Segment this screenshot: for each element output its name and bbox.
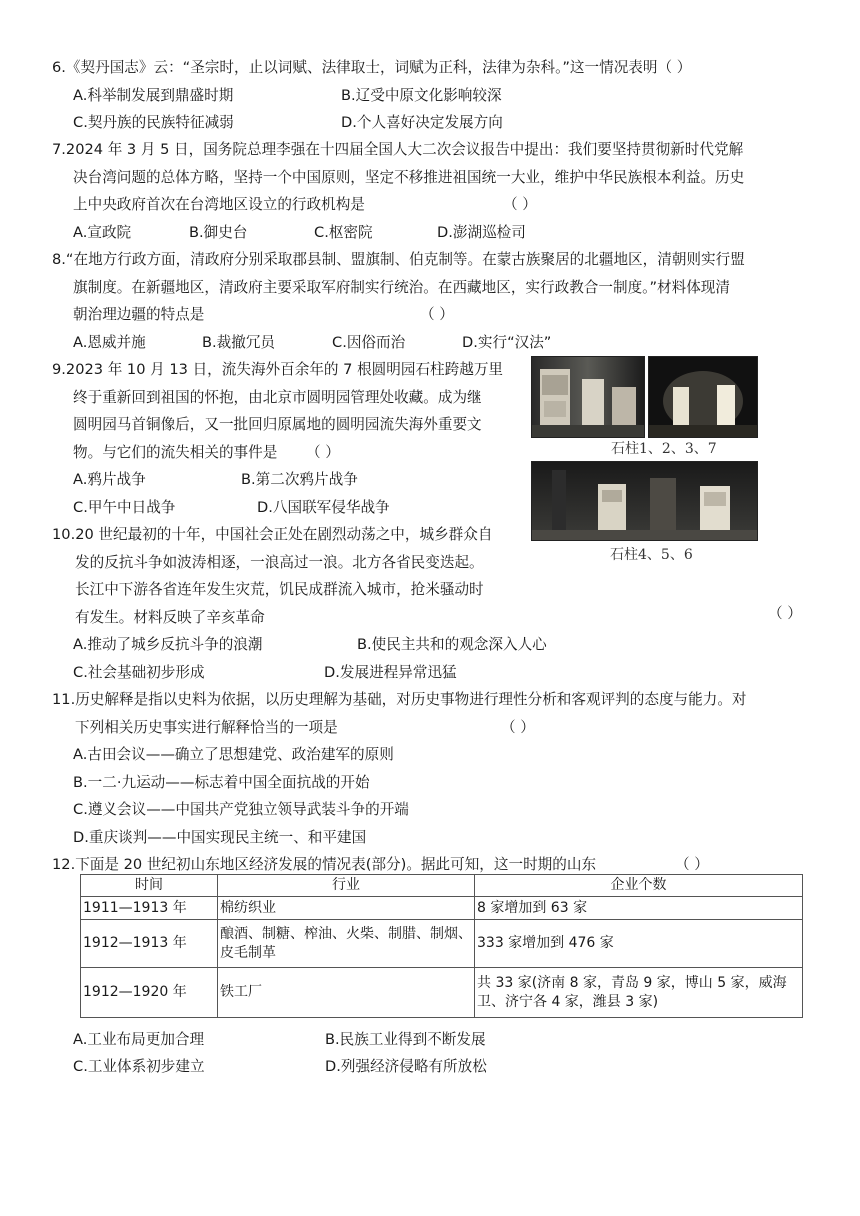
q7-stem-line-3: 上中央政府首次在台湾地区设立的行政机构是 <box>73 196 365 213</box>
q12-option-b: B.民族工业得到不断发展 <box>325 1031 486 1048</box>
q10-option-d: D.发展进程异常迅猛 <box>324 664 457 681</box>
q9-stem-line-4: 物。与它们的流失相关的事件是 <box>73 444 278 461</box>
stone-pillar-photo-3 <box>531 461 758 541</box>
q9-stem-line-3: 圆明园马首铜像后，又一批回归原属地的圆明园流失海外重要文 <box>73 416 482 433</box>
q6-option-d: D.个人喜好决定发展方向 <box>341 114 503 131</box>
q8-option-d: D.实行“汉法” <box>462 334 552 351</box>
q7-option-d: D.澎湖巡检司 <box>437 224 526 241</box>
q10-stem-line-2: 发的反抗斗争如波涛相逐，一浪高过一浪。北方各省民变迭起。 <box>75 554 484 571</box>
q12-option-a: A.工业布局更加合理 <box>73 1031 205 1048</box>
q11-answer-bracket: （ ） <box>501 719 535 736</box>
q12-stem: 12.下面是 20 世纪初山东地区经济发展的情况表(部分)。据此可知，这一时期的山东 <box>52 856 597 873</box>
q7-stem-line-2: 决台湾问题的总体方略，坚持一个中国原则，坚定不移推进祖国统一大业，维护中华民族根本利益。历史 <box>73 169 745 186</box>
q8-answer-bracket: （ ） <box>420 306 454 323</box>
q6-stem: 6.《契丹国志》云：“圣宗时，止以词赋、法律取士，词赋为正科，法律为杂科。”这一情况表明（ ） <box>52 59 692 76</box>
q6-option-c: C.契丹族的民族特征减弱 <box>73 114 234 131</box>
photo-caption-top: 石柱1、2、3、7 <box>611 441 717 457</box>
q10-option-b: B.使民主共和的观念深入人心 <box>357 636 547 653</box>
table-header-row <box>81 875 803 897</box>
q11-option-c: C.遵义会议——中国共产党独立领导武装斗争的开端 <box>73 801 409 818</box>
photo-caption-bottom: 石柱4、5、6 <box>610 547 693 563</box>
q10-stem-line-4: 有发生。材料反映了辛亥革命 <box>75 609 265 626</box>
q11-option-b: B.一二·九运动——标志着中国全面抗战的开始 <box>73 774 370 791</box>
q12-option-d: D.列强经济侵略有所放松 <box>325 1058 487 1075</box>
table-header-cell: 行业 <box>218 875 475 897</box>
q11-stem-line-2: 下列相关历史事实进行解释恰当的一项是 <box>75 719 338 736</box>
table-cell: 8 家增加到 63 家 <box>475 897 803 920</box>
q7-option-c: C.枢密院 <box>314 224 373 241</box>
table-row <box>81 897 803 920</box>
q11-stem-line-1: 11.历史解释是指以史料为依据，以历史理解为基础，对历史事物进行理性分析和客观评判的态度与能力。对 <box>52 691 747 708</box>
q7-stem-line-1: 7.2024 年 3 月 5 日，国务院总理李强在十四届全国人大二次会议报告中提出：我们要坚持贯彻新时代党解 <box>52 141 744 158</box>
q9-stem-line-1: 9.2023 年 10 月 13 日，流失海外百余年的 7 根圆明园石柱跨越万里 <box>52 361 504 378</box>
q9-option-a: A.鸦片战争 <box>73 471 146 488</box>
table-header-cell: 时间 <box>81 875 218 897</box>
q10-answer-bracket: （ ） <box>768 605 802 622</box>
q8-stem-line-3: 朝治理边疆的特点是 <box>73 306 205 323</box>
q9-option-d: D.八国联军侵华战争 <box>257 499 390 516</box>
stone-pillar-photo-1 <box>531 356 645 438</box>
table-row <box>81 968 803 1018</box>
q8-option-c: C.因俗而治 <box>332 334 406 351</box>
q6-option-a: A.科举制发展到鼎盛时期 <box>73 87 234 104</box>
table-header-cell: 企业个数 <box>475 875 803 897</box>
table-cell: 333 家增加到 476 家 <box>475 920 803 968</box>
table-cell: 1912—1913 年 <box>81 920 218 968</box>
q6-option-b: B.辽受中原文化影响较深 <box>341 87 502 104</box>
q12-option-c: C.工业体系初步建立 <box>73 1058 205 1075</box>
q11-option-a: A.古田会议——确立了思想建党、政治建军的原则 <box>73 746 394 763</box>
q9-answer-bracket: （ ） <box>306 444 340 461</box>
q10-option-c: C.社会基础初步形成 <box>73 664 205 681</box>
table-cell: 1911—1913 年 <box>81 897 218 920</box>
table-cell: 1912—1920 年 <box>81 968 218 1018</box>
q8-stem-line-2: 旗制度。在新疆地区，清政府主要采取军府制实行统治。在西藏地区，实行政教合一制度。”材料体现清 <box>73 279 730 296</box>
q8-stem-line-1: 8.“在地方行政方面，清政府分别采取郡县制、盟旗制、伯克制等。在蒙古族聚居的北疆地区，清朝则实行盟 <box>52 251 745 268</box>
table-cell: 铁工厂 <box>218 968 475 1018</box>
q10-stem-line-3: 长江中下游各省连年发生灾荒，饥民成群流入城市，抢米骚动时 <box>75 581 484 598</box>
q10-stem-line-1: 10.20 世纪最初的十年，中国社会正处在剧烈动荡之中，城乡群众自 <box>52 526 493 543</box>
q12-answer-bracket: （ ） <box>675 856 709 873</box>
q9-option-c: C.甲午中日战争 <box>73 499 176 516</box>
q7-answer-bracket: （ ） <box>503 196 537 213</box>
table-cell: 共 33 家(济南 8 家，青岛 9 家，博山 5 家，威海卫、济宁各 4 家，潍县 3 家) <box>475 968 803 1018</box>
q7-option-a: A.宣政院 <box>73 224 132 241</box>
q11-option-d: D.重庆谈判——中国实现民主统一、和平建国 <box>73 829 367 846</box>
table-row <box>81 920 803 968</box>
q8-option-b: B.裁撤冗员 <box>202 334 276 351</box>
table-cell: 棉纺织业 <box>218 897 475 920</box>
q9-stem-line-2: 终于重新回到祖国的怀抱，由北京市圆明园管理处收藏。成为继 <box>73 389 482 406</box>
q8-option-a: A.恩威并施 <box>73 334 146 351</box>
table-cell: 酿酒、制糖、榨油、火柴、制腊、制烟、皮毛制革 <box>218 920 475 968</box>
stone-pillar-photo-2 <box>648 356 758 438</box>
q9-option-b: B.第二次鸦片战争 <box>241 471 358 488</box>
q7-option-b: B.御史台 <box>189 224 248 241</box>
q10-option-a: A.推动了城乡反抗斗争的浪潮 <box>73 636 263 653</box>
economy-data-table <box>80 874 803 1018</box>
